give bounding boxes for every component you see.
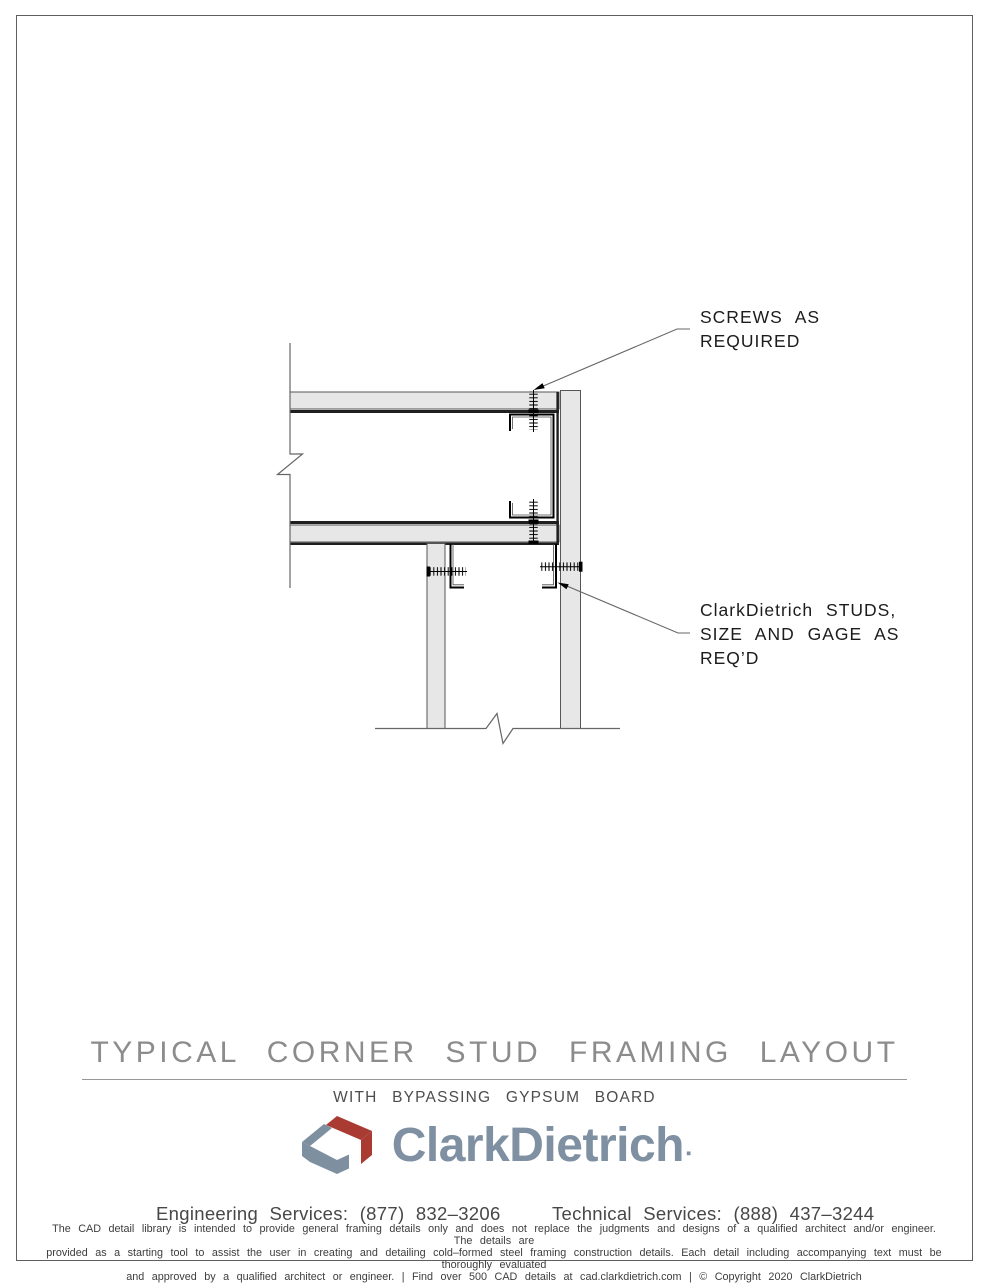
screws-leader-arrowhead: [534, 383, 545, 390]
technical-services-label: Technical Services:: [552, 1203, 723, 1224]
screw-lower-left: [427, 567, 468, 577]
top-gypsum-board: [290, 392, 559, 409]
annotation-screws: [700, 306, 820, 353]
engineering-services-phone: (877) 832–3206: [359, 1203, 501, 1224]
disclaimer-line2: provided as a starting tool to assist the user in creating and detailing cold–formed steel framing construction details. Each detail including accompanying text must be thoroughly evaluated: [46, 1246, 942, 1271]
disclaimer-line1: The CAD detail library is intended to provide general framing details only and does not replace the judgments and designs of a qualified architect and/or engineer. The details are: [52, 1223, 936, 1247]
annotation-screws-line1: SCREWS AS: [700, 307, 821, 327]
left-break-line: [278, 343, 303, 588]
logo-bottom-face: [310, 1146, 337, 1174]
screw-top: [529, 390, 539, 432]
logo-bottom-right-face: [337, 1155, 349, 1175]
disclaimer-line3: and approved by a qualified architect or engineer. | Find over 500 CAD details at cad.clarkdietrich.com | © Copyright 2020 ClarkDietrich: [126, 1270, 862, 1283]
bottom-gypsum-board: [290, 525, 559, 542]
technical-services: [552, 1203, 874, 1225]
title-block: [0, 1036, 989, 1107]
engineering-services: [156, 1203, 501, 1225]
screws-leader: [538, 329, 691, 389]
lower-left-stud: [451, 544, 465, 588]
disclaimer: [40, 1224, 948, 1284]
annotation-studs-line2: SIZE AND GAGE AS: [700, 624, 900, 644]
clarkdietrich-logo: [0, 1110, 989, 1182]
bottom-break-line: [375, 714, 620, 744]
clarkdietrich-logo-text: ClarkDietrich: [391, 1119, 684, 1172]
screw-bottom: [529, 499, 539, 544]
services-row: [0, 1203, 989, 1225]
annotation-studs: [700, 598, 899, 670]
clarkdietrich-logo-icon: [298, 1113, 376, 1179]
engineering-services-label: Engineering Services:: [156, 1203, 349, 1224]
trademark-dot: ▪: [685, 1145, 692, 1162]
logo-left-rim: [302, 1124, 332, 1146]
annotation-studs-line1: ClarkDietrich STUDS,: [700, 600, 897, 620]
annotation-screws-line2: REQUIRED: [700, 330, 801, 351]
drawing-title: TYPICAL CORNER STUD FRAMING LAYOUT: [82, 1036, 906, 1080]
screw-lower-right: [540, 562, 583, 572]
drawing-subtitle: WITH BYPASSING GYPSUM BOARD: [333, 1089, 656, 1106]
technical-services-phone: (888) 437–3244: [733, 1203, 875, 1224]
logo-top-rim: [326, 1116, 372, 1140]
annotation-studs-line3: REQ’D: [700, 648, 760, 668]
bypassing-gypsum-board: [561, 391, 581, 729]
